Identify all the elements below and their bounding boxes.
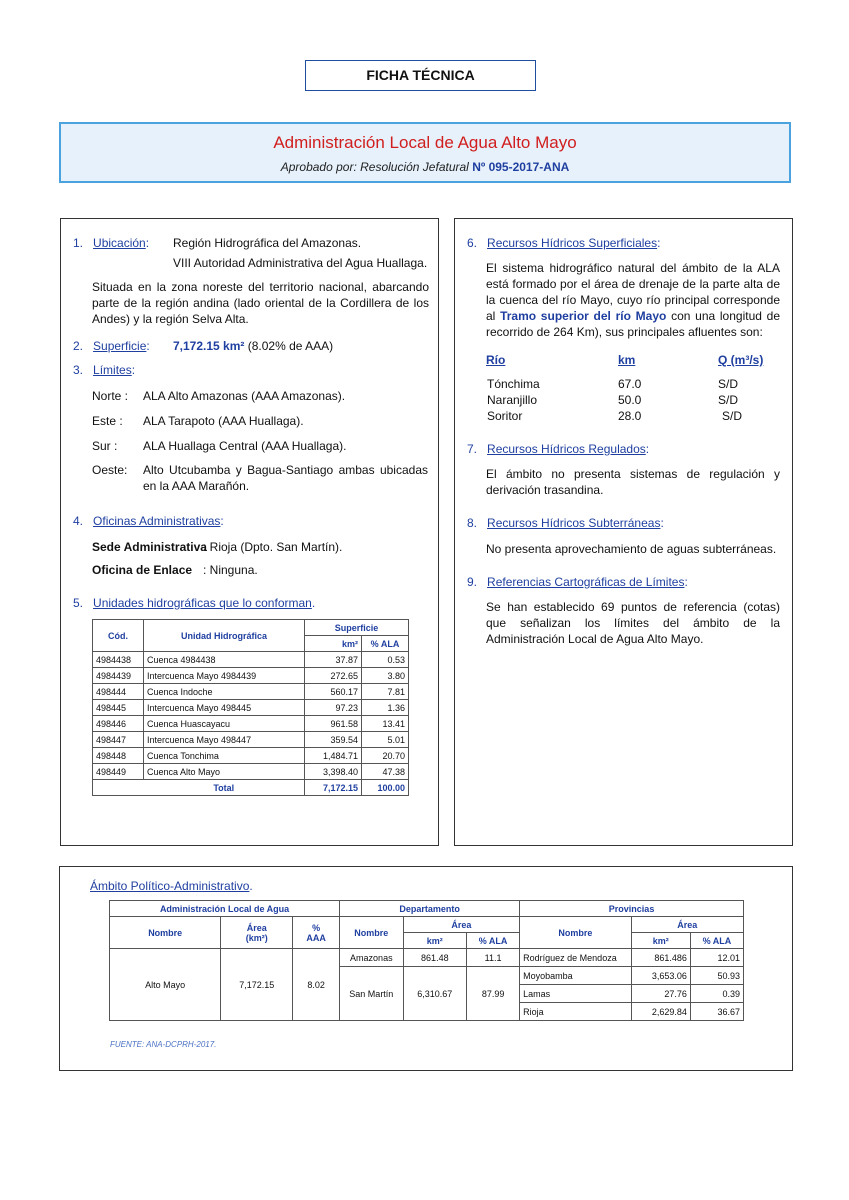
regulados-text: El ámbito no presenta sistemas de regulación y derivación trasandina.: [486, 467, 780, 497]
cell-name: Cuenca Tonchima: [144, 748, 305, 764]
total-label: Total: [144, 780, 305, 796]
total-km2: 7,172.15: [305, 780, 362, 796]
cell-name: Intercuenca Mayo 498447: [144, 732, 305, 748]
referencias-text: Se han establecido 69 puntos de referencia (cotas) que señalizan los límites del ámbito de la Administración Local de Agua Alto Mayo.: [486, 600, 780, 646]
dep-name: Amazonas: [340, 949, 404, 967]
section-6-heading: [467, 235, 660, 251]
limite-dir: Norte :: [92, 389, 129, 403]
colon: :: [146, 339, 150, 353]
section-3-heading: [73, 362, 135, 378]
superficie-pct: (8.02% de AAA): [247, 339, 334, 353]
area-unit: (km²): [245, 932, 268, 943]
prov-km2: 27.76: [631, 985, 690, 1003]
cell-cod: 498446: [93, 716, 144, 732]
dep-km2: 6,310.67: [403, 967, 467, 1021]
cell-name: Cuenca Indoche: [144, 684, 305, 700]
approval-code: Nº 095-2017-ANA: [472, 160, 570, 174]
col-header-dep-km2: km²: [403, 933, 467, 949]
source-note: FUENTE: ANA-DCPRH-2017.: [110, 1040, 217, 1049]
limite-dir: Oeste:: [92, 463, 128, 477]
prov-km2: 3,653.06: [631, 967, 690, 985]
col-header-prov-area: Área: [631, 917, 743, 933]
rio-name: Naranjillo: [487, 393, 538, 407]
ubicacion-line1: Región Hidrográfica del Amazonas.: [173, 236, 362, 250]
section-5-heading: [73, 595, 315, 611]
dep-name: San Martín: [340, 967, 404, 1021]
col-header-km: km: [618, 353, 636, 367]
cell-name: Intercuenca Mayo 4984439: [144, 668, 305, 684]
col-header-unidad: Unidad Hidrográfica: [144, 620, 305, 652]
para-part: El sistema hidrográfico natural del ámbito de la ALA está formado por el área de drenaje de la parte alta de la cuenca del río Mayo, cuyo río principal corresponde al: [486, 261, 780, 323]
right-panel: [454, 218, 793, 846]
aaa-label: AAA: [306, 932, 326, 943]
cell-km2: 3,398.40: [305, 764, 362, 780]
ambito-title: Ámbito Político-Administrativo: [90, 879, 250, 893]
col-header-area: [221, 917, 293, 949]
cell-pct: 1.36: [362, 700, 409, 716]
col-header-superficie: Superficie: [305, 620, 409, 636]
cell-cod: 498445: [93, 700, 144, 716]
table-row: [93, 716, 409, 732]
cell-km2: 359.54: [305, 732, 362, 748]
dep-pct: 11.1: [467, 949, 520, 967]
prov-pct: 50.93: [690, 967, 743, 985]
approval-prefix: Aprobado por: Resolución Jefatural: [280, 160, 469, 174]
section-number: 1.: [73, 236, 84, 250]
prov-pct: 12.01: [690, 949, 743, 967]
rio-km: 28.0: [618, 409, 642, 423]
section-title: Superficie: [93, 339, 147, 353]
col-header-ala: Administración Local de Agua: [110, 901, 340, 917]
col-header-rio: Río: [486, 353, 506, 367]
prov-name: Rodríguez de Mendoza: [520, 949, 631, 967]
total-row: [93, 780, 409, 796]
ubicacion-line2: VIII Autoridad Administrativa del Agua Huallaga.: [173, 256, 428, 270]
cell-pct: 7.81: [362, 684, 409, 700]
table-row: [93, 684, 409, 700]
col-header-pct-aaa: [293, 917, 340, 949]
total-pct: 100.00: [362, 780, 409, 796]
rio-q: S/D: [718, 377, 739, 391]
section-number: 6.: [467, 236, 478, 250]
section-8-heading: [467, 515, 664, 531]
ambito-heading: [90, 878, 253, 894]
dot: .: [311, 596, 316, 610]
cell-pct: 3.80: [362, 668, 409, 684]
cell-name: Cuenca Huascayacu: [144, 716, 305, 732]
section-title: Referencias Cartográficas de Límites: [487, 575, 685, 589]
table-row: [110, 949, 744, 967]
col-header-departamento: Departamento: [340, 901, 520, 917]
section-title: Recursos Hídricos Superficiales: [487, 236, 658, 250]
pct-label: %: [312, 922, 321, 933]
cell-km2: 97.23: [305, 700, 362, 716]
cell-km2: 272.65: [305, 668, 362, 684]
colon: :: [220, 514, 224, 528]
enlace-label: Oficina de Enlace: [92, 563, 193, 577]
cell-name: Cuenca 4984438: [144, 652, 305, 668]
section-number: 8.: [467, 516, 478, 530]
page-title: Administración Local de Agua Alto Mayo: [273, 133, 577, 152]
colon: :: [660, 516, 664, 530]
prov-name: Rioja: [520, 1003, 631, 1021]
header-box: [59, 122, 791, 183]
rio-q: S/D: [722, 409, 743, 423]
col-header-cod: Cód.: [93, 620, 144, 652]
cell-cod: 4984438: [93, 652, 144, 668]
cell-name: Cuenca Alto Mayo: [144, 764, 305, 780]
colon: :: [645, 442, 650, 456]
section-2-heading: [73, 338, 150, 354]
section-title: Recursos Hídricos Regulados: [487, 442, 646, 456]
cell-name: Intercuenca Mayo 498445: [144, 700, 305, 716]
cell-cod: 498444: [93, 684, 144, 700]
rio-name: Soritor: [487, 409, 523, 423]
superficie-km2: 7,172.15 km²: [173, 339, 245, 353]
ambito-panel: [59, 866, 793, 1071]
left-panel: [60, 218, 439, 846]
section-title: Recursos Hídricos Subterráneas: [487, 516, 661, 530]
para-part: con una longitud de recorrido de 264 Km), sus principales afluentes son:: [486, 309, 780, 339]
limite-dir: Sur :: [92, 439, 118, 453]
prov-pct: 36.67: [690, 1003, 743, 1021]
col-header-dep-area: Área: [403, 917, 520, 933]
colon: :: [131, 363, 136, 377]
prov-km2: 861.486: [631, 949, 690, 967]
dep-pct: 87.99: [467, 967, 520, 1021]
col-header-provincias: Provincias: [520, 901, 744, 917]
superficie-value: [173, 338, 333, 354]
unidades-table: [92, 619, 409, 796]
limite-dir: Este :: [92, 414, 123, 428]
superficiales-paragraph: [486, 260, 780, 340]
section-number: 2.: [73, 339, 84, 353]
colon: :: [657, 236, 661, 250]
col-header-q: Q (m³/s): [718, 353, 764, 367]
dot: .: [249, 879, 253, 893]
section-title: Oficinas Administrativas: [93, 514, 221, 528]
cell-pct: 20.70: [362, 748, 409, 764]
col-header-prov-pct: % ALA: [690, 933, 743, 949]
area-label: Área: [246, 922, 267, 933]
section-number: 9.: [467, 575, 478, 589]
table-row: [93, 748, 409, 764]
table-row: [93, 700, 409, 716]
col-header-dep-pct: % ALA: [467, 933, 520, 949]
cell-cod: 4984439: [93, 668, 144, 684]
limite-text: ALA Huallaga Central (AAA Huallaga).: [143, 439, 347, 453]
section-number: 3.: [73, 363, 84, 377]
colon: :: [145, 236, 150, 250]
dep-km2: 861.48: [403, 949, 467, 967]
col-header-pct: % ALA: [362, 636, 409, 652]
section-title: Ubicación: [93, 236, 146, 250]
cell-pct: 0.53: [362, 652, 409, 668]
section-title: Unidades hidrográficas que lo conforman: [93, 596, 312, 610]
prov-name: Lamas: [520, 985, 631, 1003]
section-4-heading: [73, 513, 224, 529]
table-row: [93, 668, 409, 684]
ala-pct: 8.02: [293, 949, 340, 1021]
section-9-heading: [467, 574, 688, 590]
cell-km2: 961.58: [305, 716, 362, 732]
section-title: Límites: [93, 363, 132, 377]
cell-cod: 498447: [93, 732, 144, 748]
cell-pct: 13.41: [362, 716, 409, 732]
cell-pct: 47.38: [362, 764, 409, 780]
col-header-prov-km2: km²: [631, 933, 690, 949]
cell-pct: 5.01: [362, 732, 409, 748]
limite-text: Alto Utcubamba y Bagua-Santiago ambas ubicadas en la AAA Marañón.: [143, 463, 428, 493]
rio-q: S/D: [718, 393, 739, 407]
rio-name: Tónchima: [487, 377, 540, 391]
ambito-table: [109, 900, 744, 1021]
approval-line: [61, 160, 789, 174]
col-header-km2: km²: [305, 636, 362, 652]
prov-km2: 2,629.84: [631, 1003, 690, 1021]
limite-text: ALA Tarapoto (AAA Huallaga).: [143, 414, 304, 428]
sede-label: Sede Administrativa: [92, 540, 207, 554]
rio-km: 50.0: [618, 393, 642, 407]
col-header-nombre: Nombre: [110, 917, 221, 949]
table-row: [93, 764, 409, 780]
col-header-dep-nombre: Nombre: [340, 917, 404, 949]
section-number: 7.: [467, 442, 478, 456]
limite-text: ALA Alto Amazonas (AAA Amazonas).: [143, 389, 346, 403]
colon: :: [684, 575, 688, 589]
cell-cod: 498449: [93, 764, 144, 780]
table-row: [93, 732, 409, 748]
table-row: [93, 652, 409, 668]
enlace-value: : Ninguna.: [203, 563, 258, 577]
ubicacion-paragraph: Situada en la zona noreste del territorio nacional, abarcando parte de la región andina (lado oriental de la Cordillera de los Andes) y la región Selva Alta.: [92, 280, 429, 326]
cell-km2: 37.87: [305, 652, 362, 668]
prov-pct: 0.39: [690, 985, 743, 1003]
unidades-body: [93, 652, 409, 780]
prov-name: Moyobamba: [520, 967, 631, 985]
ala-name: Alto Mayo: [110, 949, 221, 1021]
tramo-superior: Tramo superior del río Mayo: [500, 309, 667, 323]
cell-km2: 560.17: [305, 684, 362, 700]
section-number: 5.: [73, 596, 84, 610]
cell-cod: 498448: [93, 748, 144, 764]
ala-area: 7,172.15: [221, 949, 293, 1021]
section-1-heading: [73, 235, 149, 251]
sede-value: : Rioja (Dpto. San Martín).: [203, 540, 343, 554]
col-header-prov-nombre: Nombre: [520, 917, 631, 949]
section-number: 4.: [73, 514, 84, 528]
subterraneas-text: No presenta aprovechamiento de aguas subterráneas.: [486, 542, 777, 556]
cell-km2: 1,484.71: [305, 748, 362, 764]
ficha-tecnica-title: FICHA TÉCNICA: [305, 60, 536, 91]
section-7-heading: [467, 441, 649, 457]
rio-km: 67.0: [618, 377, 642, 391]
